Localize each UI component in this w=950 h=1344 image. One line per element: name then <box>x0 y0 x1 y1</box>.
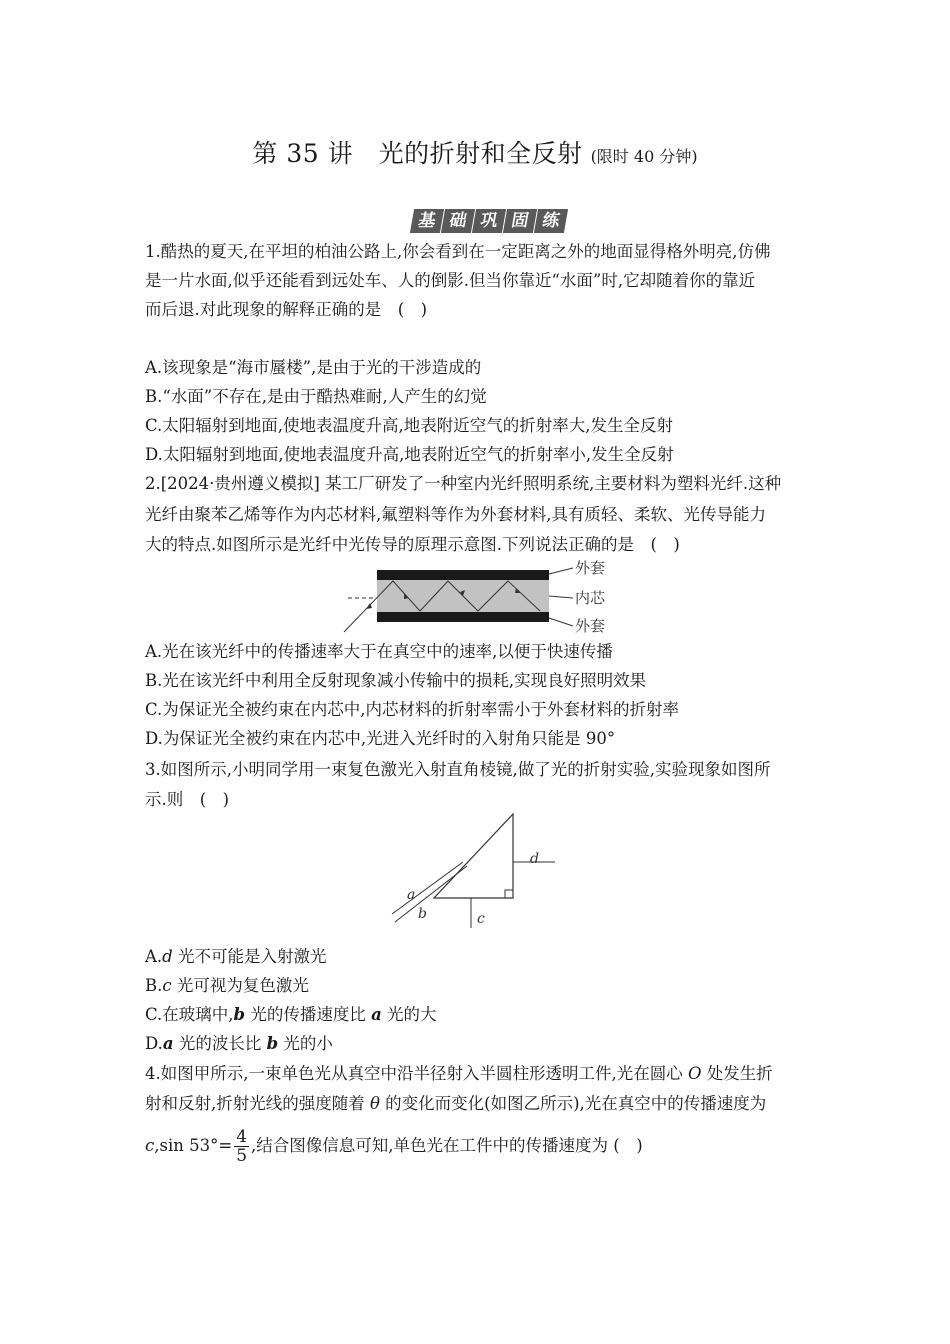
leader-core <box>549 596 573 598</box>
label-core: 内芯 <box>575 589 606 607</box>
badge-char-4: 固 <box>503 209 537 233</box>
q3-option-a: A.d 光不可能是入射激光 <box>145 947 327 966</box>
q3-option-b: B.c 光可视为复色激光 <box>145 976 309 995</box>
q2-option-c: C.为保证光全被约束在内芯中,内芯材料的折射率需小于外套材料的折射率 <box>145 700 680 719</box>
q2-stem-line-3: 大的特点.如图所示是光纤中光传导的原理示意图.下列说法正确的是 ( ) <box>145 535 680 554</box>
badge-char-3: 巩 <box>472 209 506 233</box>
fraction-4-5: $\frac{4}{5}$ <box>236 1127 248 1166</box>
ray-b <box>395 866 467 922</box>
badge-char-2: 础 <box>441 209 475 233</box>
q1-stem-line-1: 1.酷热的夏天,在平坦的柏油公路上,你会看到在一定距离之外的地面显得格外明亮,仿佛 <box>145 242 771 261</box>
prism-diagram <box>385 810 565 930</box>
badge-char-5: 练 <box>534 209 568 233</box>
label-b: b <box>418 906 427 922</box>
fiber-outer-top <box>377 570 549 580</box>
q2-option-d: D.为保证光全被约束在内芯中,光进入光纤时的入射角只能是 90° <box>145 729 616 748</box>
badge-char-1: 基 <box>410 209 444 233</box>
q1-option-b: B.“水面”不存在,是由于酷热难耐,人产生的幻觉 <box>145 387 487 406</box>
q4-stem-line-2: 射和反射,折射光线的强度随着 θ 的变化而变化(如图乙所示),光在真空中的传播速度为 <box>145 1094 767 1113</box>
label-outer-top: 外套 <box>575 559 606 577</box>
q3-option-d: D.a 光的波长比 b 光的小 <box>145 1034 333 1053</box>
label-outer-bottom: 外套 <box>575 617 606 635</box>
label-d: d <box>530 851 539 867</box>
leader-outer-bottom <box>549 618 573 626</box>
fiber-outer-bottom <box>377 612 549 622</box>
q2-option-a: A.光在该光纤中的传播速率大于在真空中的速率,以便于快速传播 <box>145 642 613 661</box>
q3-option-c: C.在玻璃中,b 光的传播速度比 a 光的大 <box>145 1005 437 1024</box>
lecture-title: 第 35 讲 光的折射和全反射 <box>252 139 583 168</box>
leader-outer-top <box>549 568 573 574</box>
right-angle-mark <box>505 890 513 898</box>
q3-stem-line-2: 示.则 ( ) <box>145 790 230 809</box>
q1-stem-line-2: 是一片水面,似乎还能看到远处车、人的倒影.但当你靠近“水面”时,它却随着你的靠近 <box>145 271 756 290</box>
q2-stem-line-1: 2.[2024·贵州遵义模拟] 某工厂研发了一种室内光纤照明系统,主要材料为塑料光纤.这种 <box>145 474 782 493</box>
label-a: a <box>407 887 416 903</box>
prism-triangle <box>434 814 513 898</box>
q4-stem-line-3: c,sin 53°= $\frac{4}{5}$ ,结合图像信息可知,单色光在工件中的传播速度为 ( ) <box>145 1127 643 1166</box>
section-badge <box>412 209 566 233</box>
ray-a <box>392 862 463 914</box>
q2-option-b: B.光在该光纤中利用全反射现象减小传输中的损耗,实现良好照明效果 <box>145 671 647 690</box>
q1-stem-line-3: 而后退.对此现象的解释正确的是 ( ) <box>145 300 428 319</box>
q3-stem-line-1: 3.如图所示,小明同学用一束复色激光入射直角棱镜,做了光的折射实验,实验现象如图所 <box>145 760 771 779</box>
time-limit: (限时 40 分钟) <box>590 147 698 166</box>
q4-stem-line-1: 4.如图甲所示,一束单色光从真空中沿半径射入半圆柱形透明工件,光在圆心 O 处发生折 <box>145 1064 773 1083</box>
q1-option-a: A.该现象是“海市蜃楼”,是由于光的干涉造成的 <box>145 358 482 377</box>
q1-option-d: D.太阳辐射到地面,使地表温度升高,地表附近空气的折射率小,发生全反射 <box>145 445 674 464</box>
fiber-diagram <box>330 556 620 640</box>
q1-option-c: C.太阳辐射到地面,使地表温度升高,地表附近空气的折射率大,发生全反射 <box>145 416 674 435</box>
q2-stem-line-2: 光纤由聚苯乙烯等作为内芯材料,氟塑料等作为外套材料,具有质轻、柔软、光传导能力 <box>145 505 766 524</box>
label-c: c <box>477 911 485 927</box>
page-title <box>0 134 950 170</box>
